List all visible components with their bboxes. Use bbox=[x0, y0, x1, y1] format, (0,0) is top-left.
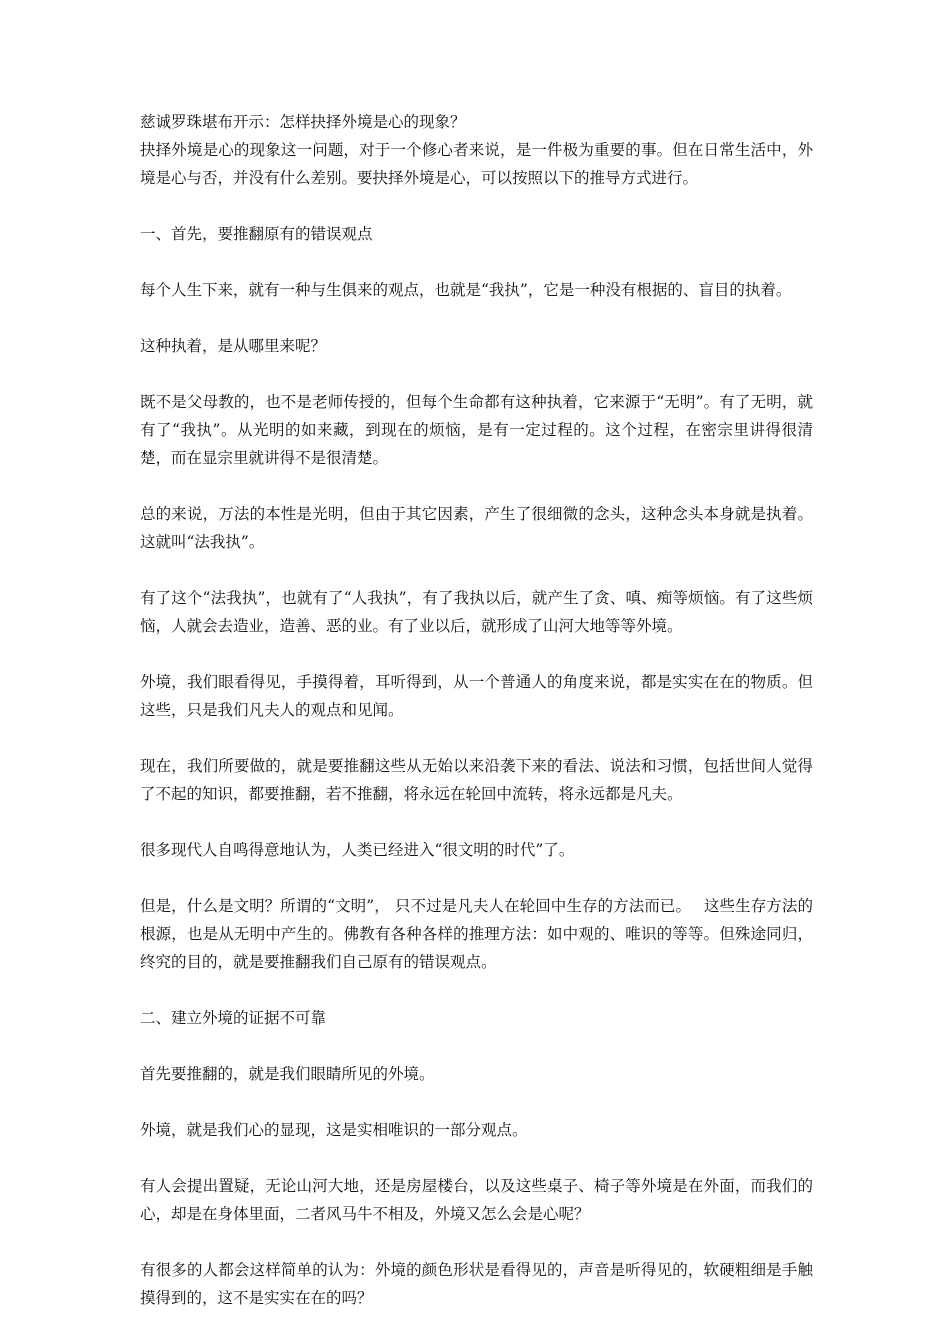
body-paragraph: 外境，我们眼看得见，手摸得着，耳听得到，从一个普通人的角度来说，都是实实在在的物质。但这些，只是我们凡夫人的观点和见闻。 bbox=[140, 673, 813, 719]
paragraph-gap bbox=[140, 1088, 813, 1116]
section-heading-1: 一、首先，要推翻原有的错误观点 bbox=[140, 225, 373, 243]
paragraph-gap bbox=[140, 556, 813, 584]
section-heading-2: 二、建立外境的证据不可靠 bbox=[140, 1009, 327, 1027]
paragraph-gap bbox=[140, 976, 813, 1004]
paragraph-gap bbox=[140, 1228, 813, 1256]
paragraph-gap bbox=[140, 472, 813, 500]
paragraph-gap bbox=[140, 1032, 813, 1060]
body-paragraph: 总的来说，万法的本性是光明，但由于其它因素，产生了很细微的念头，这种念头本身就是执着。这就叫“法我执”。 bbox=[140, 505, 813, 551]
document-title: 慈诚罗珠堪布开示：怎样抉择外境是心的现象？ bbox=[140, 113, 466, 131]
body-paragraph: 每个人生下来，就有一种与生俱来的观点，也就是“我执”，它是一种没有根据的、盲目的执着。 bbox=[140, 281, 792, 299]
body-paragraph: 首先要推翻的，就是我们眼睛所见的外境。 bbox=[140, 1065, 435, 1083]
paragraph-gap bbox=[140, 360, 813, 388]
body-paragraph: 有了这个“法我执”，也就有了“人我执”，有了我执以后，就产生了贪、嗔、痴等烦恼。有了这些烦恼，人就会去造业，造善、恶的业。有了业以后，就形成了山河大地等等外境。 bbox=[140, 589, 813, 635]
paragraph-gap bbox=[140, 192, 813, 220]
intro-paragraph: 抉择外境是心的现象这一问题，对于一个修心者来说，是一件极为重要的事。但在日常生活中，外境是心与否，并没有什么差别。要抉择外境是心，可以按照以下的推导方式进行。 bbox=[140, 141, 813, 187]
body-paragraph: 有人会提出置疑，无论山河大地，还是房屋楼台，以及这些桌子、椅子等外境是在外面，而我们的心，却是在身体里面，二者风马牛不相及，外境又怎么会是心呢？ bbox=[140, 1177, 813, 1223]
paragraph-gap bbox=[140, 1144, 813, 1172]
paragraph-gap bbox=[140, 304, 813, 332]
paragraph-gap bbox=[140, 808, 813, 836]
document-page bbox=[140, 108, 813, 1312]
paragraph-gap bbox=[140, 248, 813, 276]
body-paragraph: 但是，什么是文明？所谓的“文明”， 只不过是凡夫人在轮回中生存的方法而已。 这些生存方法的根源，也是从无明中产生的。佛教有各种各样的推理方法：如中观的、唯识的等等。但殊途同归，终究的目的，就是要推翻我们自己原有的错误观点。 bbox=[140, 897, 813, 971]
body-paragraph: 外境，就是我们心的显现，这是实相唯识的一部分观点。 bbox=[140, 1121, 528, 1139]
body-paragraph: 既不是父母教的，也不是老师传授的，但每个生命都有这种执着，它来源于“无明”。有了无明，就有了“我执”。从光明的如来藏，到现在的烦恼，是有一定过程的。这个过程，在密宗里讲得很清楚，而在显宗里就讲得不是很清楚。 bbox=[140, 393, 813, 467]
paragraph-gap bbox=[140, 640, 813, 668]
paragraph-gap bbox=[140, 864, 813, 892]
body-paragraph: 现在，我们所要做的，就是要推翻这些从无始以来沿袭下来的看法、说法和习惯，包括世间人觉得了不起的知识，都要推翻，若不推翻，将永远在轮回中流转，将永远都是凡夫。 bbox=[140, 757, 813, 803]
body-paragraph: 这种执着，是从哪里来呢？ bbox=[140, 337, 327, 355]
body-paragraph: 有很多的人都会这样简单的认为：外境的颜色形状是看得见的，声音是听得见的，软硬粗细是手触摸得到的，这不是实实在在的吗？ bbox=[140, 1261, 813, 1307]
body-paragraph: 很多现代人自鸣得意地认为，人类已经进入“很文明的时代”了。 bbox=[140, 841, 575, 859]
paragraph-gap bbox=[140, 724, 813, 752]
